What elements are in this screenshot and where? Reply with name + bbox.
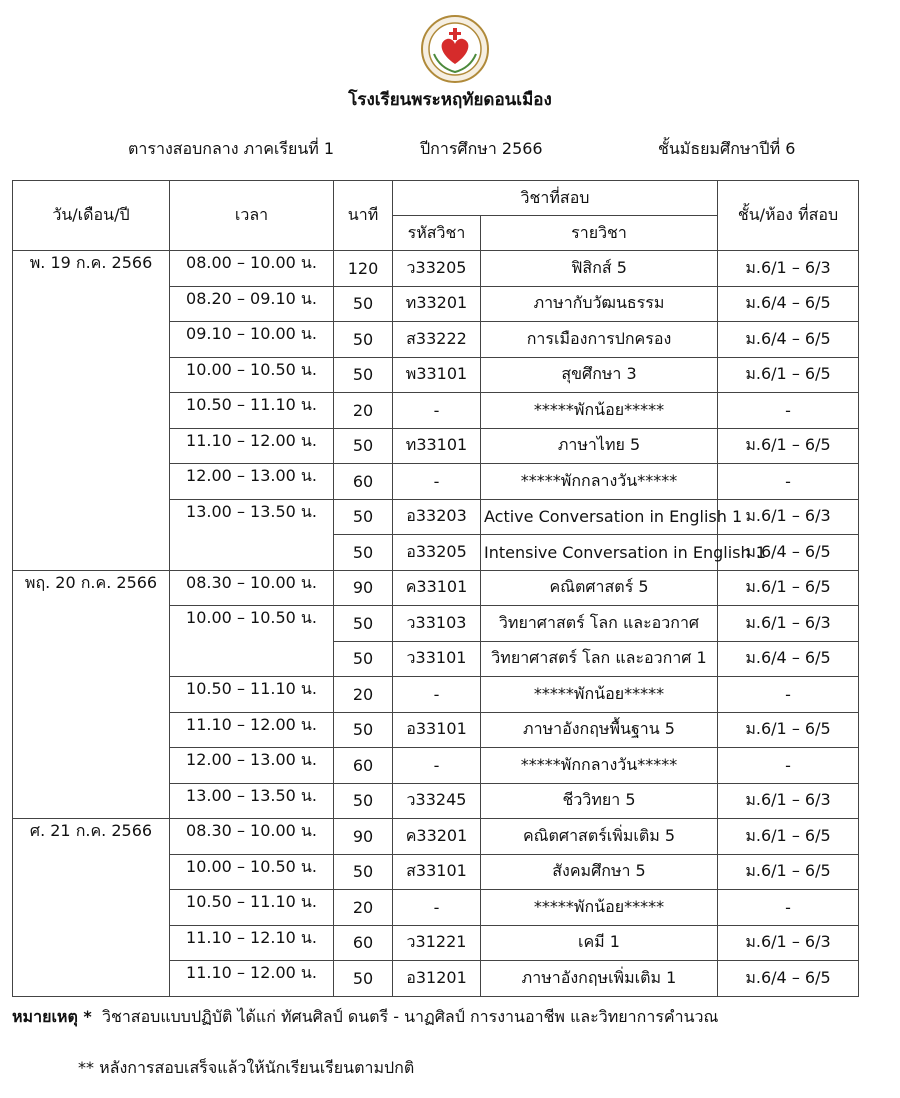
exam-room: ม.6/4 – 6/5: [718, 961, 859, 997]
exam-time: 13.00 – 13.50 น.: [170, 499, 334, 570]
exam-room: ม.6/4 – 6/5: [718, 535, 859, 571]
subject-code: -: [393, 464, 481, 500]
exam-minutes: 50: [334, 712, 393, 748]
exam-minutes: 50: [334, 428, 393, 464]
subject-name: *****พักกลางวัน*****: [481, 464, 718, 500]
subject-name: เคมี 1: [481, 925, 718, 961]
table-row: [13, 819, 859, 855]
exam-time: 10.00 – 10.50 น.: [170, 357, 334, 393]
exam-time: 10.50 – 11.10 น.: [170, 393, 334, 429]
exam-time: 08.20 – 09.10 น.: [170, 286, 334, 322]
subject-name: การเมืองการปกครอง: [481, 322, 718, 358]
academic-year: ปีการศึกษา 2566: [420, 139, 543, 158]
exam-room: ม.6/4 – 6/5: [718, 286, 859, 322]
exam-time: 11.10 – 12.10 น.: [170, 925, 334, 961]
exam-minutes: 90: [334, 570, 393, 606]
exam-room: ม.6/1 – 6/5: [718, 712, 859, 748]
subject-code: ว33101: [393, 641, 481, 677]
exam-time: 12.00 – 13.00 น.: [170, 464, 334, 500]
exam-minutes: 90: [334, 819, 393, 855]
exam-minutes: 60: [334, 464, 393, 500]
subject-code: ว33245: [393, 783, 481, 819]
subject-name: *****พักน้อย*****: [481, 393, 718, 429]
exam-room: ม.6/1 – 6/3: [718, 499, 859, 535]
grade-level: ชั้นมัธยมศึกษาปีที่ 6: [658, 139, 796, 158]
exam-room: -: [718, 464, 859, 500]
exam-minutes: 60: [334, 925, 393, 961]
exam-time: 08.30 – 10.00 น.: [170, 819, 334, 855]
exam-room: ม.6/4 – 6/5: [718, 641, 859, 677]
subject-name: สุขศึกษา 3: [481, 357, 718, 393]
exam-schedule-table: [12, 180, 859, 997]
exam-time: 11.10 – 12.00 น.: [170, 961, 334, 997]
subject-code: -: [393, 748, 481, 784]
exam-minutes: 50: [334, 286, 393, 322]
exam-room: ม.6/1 – 6/5: [718, 357, 859, 393]
note-after-exam: ** หลังการสอบเสร็จแล้วให้นักเรียนเรียนตามปกติ: [78, 1058, 415, 1077]
header-code: รหัสวิชา: [393, 216, 481, 251]
subject-code: ท33201: [393, 286, 481, 322]
exam-minutes: 50: [334, 499, 393, 535]
exam-time: 10.50 – 11.10 น.: [170, 890, 334, 926]
subject-name: ภาษากับวัฒนธรรม: [481, 286, 718, 322]
exam-room: -: [718, 677, 859, 713]
subject-name: ภาษาอังกฤษเพิ่มเติม 1: [481, 961, 718, 997]
exam-room: ม.6/1 – 6/5: [718, 570, 859, 606]
exam-minutes: 50: [334, 357, 393, 393]
subject-code: ท33101: [393, 428, 481, 464]
exam-room: ม.6/4 – 6/5: [718, 322, 859, 358]
exam-time: 08.30 – 10.00 น.: [170, 570, 334, 606]
subject-code: อ31201: [393, 961, 481, 997]
exam-minutes: 50: [334, 606, 393, 642]
exam-minutes: 20: [334, 393, 393, 429]
subject-code: อ33203: [393, 499, 481, 535]
subject-code: ว33205: [393, 251, 481, 287]
exam-room: ม.6/1 – 6/3: [718, 606, 859, 642]
exam-date: พฤ. 20 ก.ค. 2566: [13, 570, 170, 819]
table-row: [13, 251, 859, 287]
subject-name: คณิตศาสตร์ 5: [481, 570, 718, 606]
school-name: โรงเรียนพระหฤทัยดอนเมือง: [348, 90, 552, 110]
header-room: ชั้น/ห้อง ที่สอบ: [718, 181, 859, 251]
subject-name: คณิตศาสตร์เพิ่มเติม 5: [481, 819, 718, 855]
subject-name: วิทยาศาสตร์ โลก และอวกาศ 1: [481, 641, 718, 677]
exam-time: 09.10 – 10.00 น.: [170, 322, 334, 358]
subject-code: ค33201: [393, 819, 481, 855]
exam-minutes: 120: [334, 251, 393, 287]
subject-name: วิทยาศาสตร์ โลก และอวกาศ: [481, 606, 718, 642]
exam-minutes: 50: [334, 783, 393, 819]
exam-minutes: 20: [334, 677, 393, 713]
exam-date: พ. 19 ก.ค. 2566: [13, 251, 170, 571]
exam-minutes: 50: [334, 535, 393, 571]
header-minutes: นาที: [334, 181, 393, 251]
exam-minutes: 60: [334, 748, 393, 784]
exam-minutes: 20: [334, 890, 393, 926]
subject-name: ภาษาอังกฤษพื้นฐาน 5: [481, 712, 718, 748]
exam-room: -: [718, 748, 859, 784]
exam-room: ม.6/1 – 6/5: [718, 854, 859, 890]
exam-time: 10.50 – 11.10 น.: [170, 677, 334, 713]
exam-room: ม.6/1 – 6/5: [718, 819, 859, 855]
exam-minutes: 50: [334, 961, 393, 997]
subject-code: ค33101: [393, 570, 481, 606]
exam-room: ม.6/1 – 6/5: [718, 428, 859, 464]
exam-time: 08.00 – 10.00 น.: [170, 251, 334, 287]
subject-name: ฟิสิกส์ 5: [481, 251, 718, 287]
subject-code: -: [393, 890, 481, 926]
header-date: วัน/เดือน/ปี: [13, 181, 170, 251]
subject-name: *****พักน้อย*****: [481, 890, 718, 926]
exam-time: 13.00 – 13.50 น.: [170, 783, 334, 819]
subject-name: สังคมศึกษา 5: [481, 854, 718, 890]
header-subject: รายวิชา: [481, 216, 718, 251]
subject-code: อ33101: [393, 712, 481, 748]
subject-name: ภาษาไทย 5: [481, 428, 718, 464]
subject-code: ว31221: [393, 925, 481, 961]
exam-title: ตารางสอบกลาง ภาคเรียนที่ 1: [128, 139, 335, 158]
subject-code: ว33103: [393, 606, 481, 642]
subject-name: *****พักกลางวัน*****: [481, 748, 718, 784]
subject-code: -: [393, 677, 481, 713]
table-row: [13, 570, 859, 606]
school-logo: [420, 14, 490, 84]
subject-code: ส33222: [393, 322, 481, 358]
subject-name: *****พักน้อย*****: [481, 677, 718, 713]
subject-name: Active Conversation in English 1: [481, 499, 718, 535]
exam-time: 12.00 – 13.00 น.: [170, 748, 334, 784]
subject-name: Intensive Conversation in English 1: [481, 535, 718, 571]
exam-room: ม.6/1 – 6/3: [718, 925, 859, 961]
note-practical-text: วิชาสอบแบบปฏิบัติ ได้แก่ ทัศนศิลป์ ดนตรี - นาฏศิลป์ การงานอาชีพ และวิทยาการคำนวณ: [101, 1007, 719, 1026]
exam-minutes: 50: [334, 854, 393, 890]
exam-room: ม.6/1 – 6/3: [718, 251, 859, 287]
exam-date: ศ. 21 ก.ค. 2566: [13, 819, 170, 997]
exam-room: -: [718, 890, 859, 926]
subject-code: พ33101: [393, 357, 481, 393]
exam-minutes: 50: [334, 322, 393, 358]
subject-code: อ33205: [393, 535, 481, 571]
exam-time: 10.00 – 10.50 น.: [170, 854, 334, 890]
subject-name: ชีววิทยา 5: [481, 783, 718, 819]
header-time: เวลา: [170, 181, 334, 251]
exam-time: 11.10 – 12.00 น.: [170, 428, 334, 464]
exam-time: 11.10 – 12.00 น.: [170, 712, 334, 748]
exam-time: 10.00 – 10.50 น.: [170, 606, 334, 677]
subject-code: -: [393, 393, 481, 429]
header-subject-group: วิชาที่สอบ: [393, 181, 718, 216]
note-label: หมายเหตุ *: [12, 1007, 92, 1026]
exam-room: ม.6/1 – 6/3: [718, 783, 859, 819]
exam-minutes: 50: [334, 641, 393, 677]
exam-room: -: [718, 393, 859, 429]
note-practical: [12, 1005, 718, 1030]
subject-code: ส33101: [393, 854, 481, 890]
